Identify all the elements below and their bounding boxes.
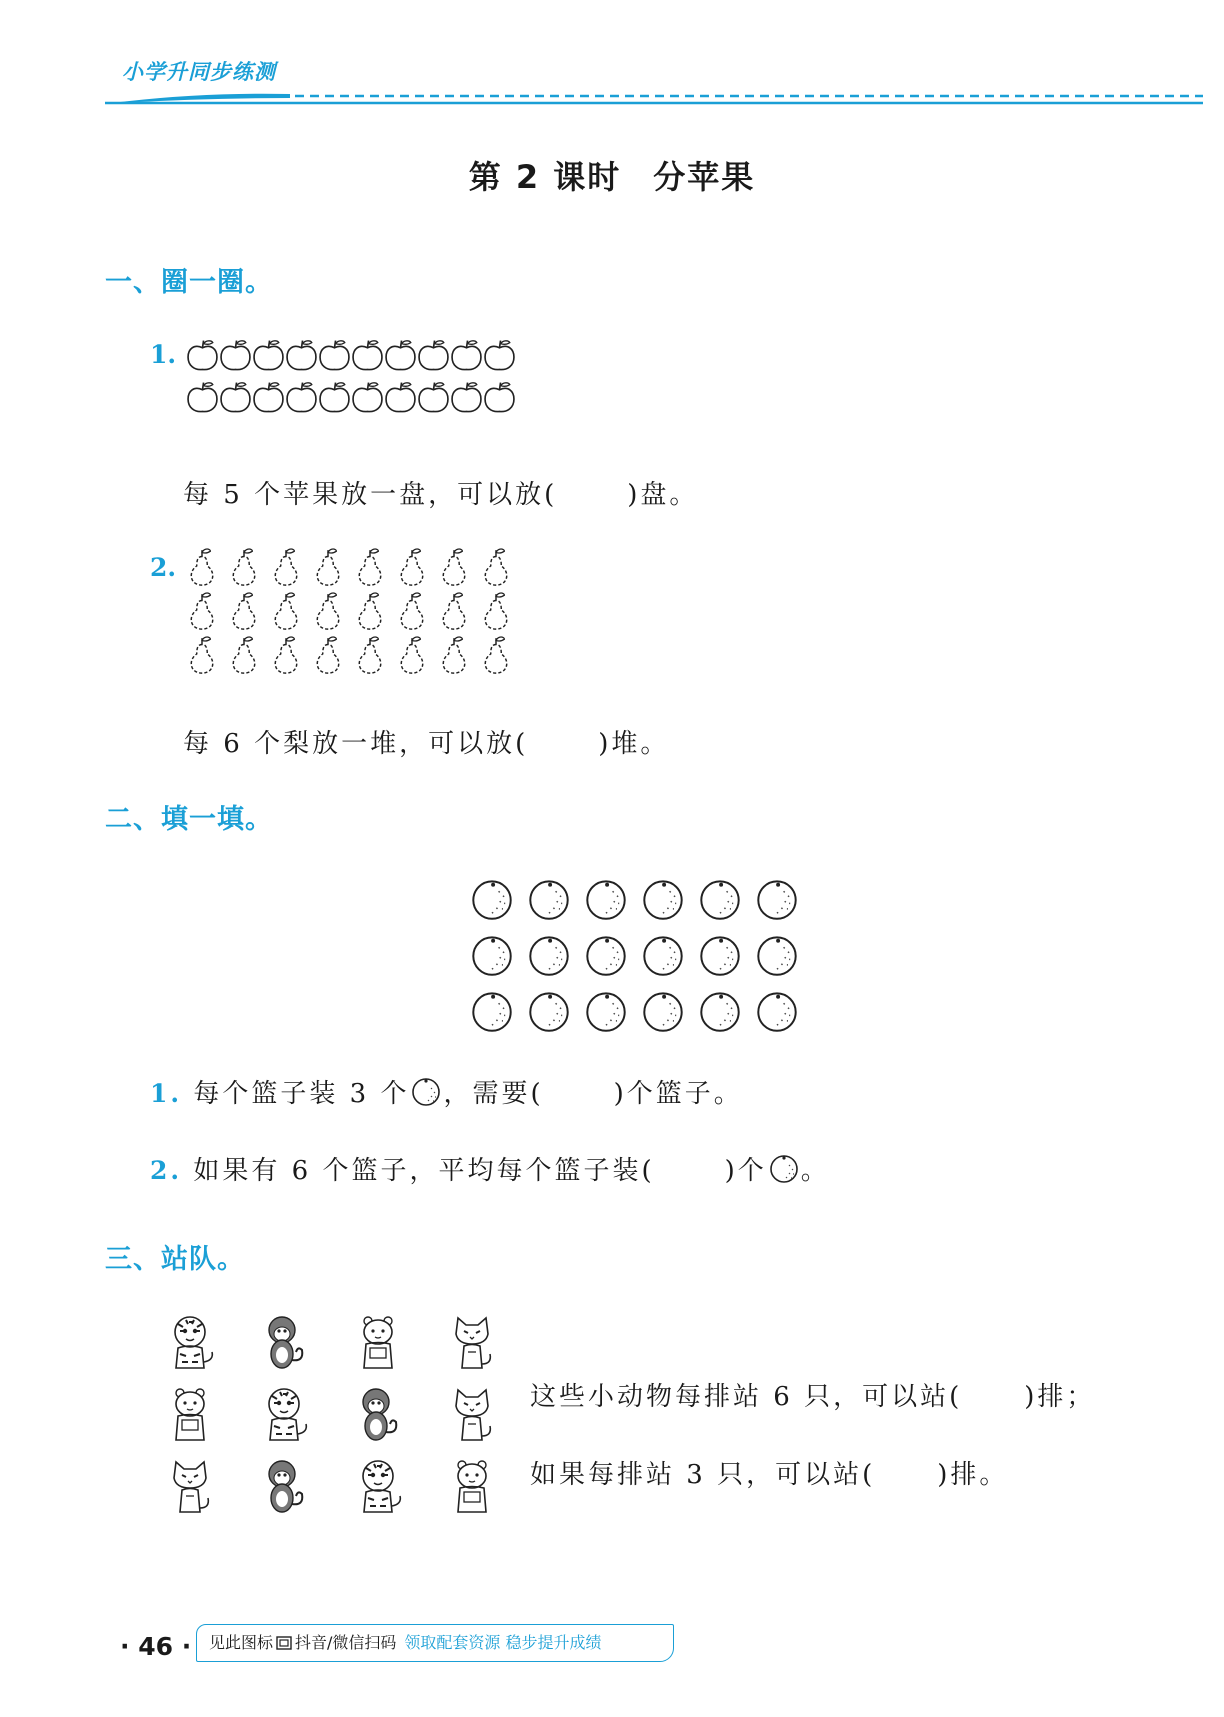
pear-icon bbox=[393, 635, 431, 675]
tiger-icon bbox=[160, 1314, 220, 1372]
orange-icon bbox=[755, 989, 799, 1033]
pear-icon bbox=[267, 635, 305, 675]
lesson-name: 分苹果 bbox=[653, 158, 756, 196]
pear-icon bbox=[435, 547, 473, 587]
footer-text-2: 抖音/微信扫码 bbox=[295, 1633, 397, 1652]
cat-icon bbox=[160, 1458, 220, 1516]
q2-text bbox=[183, 723, 669, 760]
pear-icon bbox=[183, 591, 221, 631]
pear-icon bbox=[267, 547, 305, 587]
bear-icon bbox=[348, 1314, 408, 1372]
fill-q1-after: )个篮子。 bbox=[613, 1079, 743, 1109]
lesson-number: 第 2 课时 bbox=[468, 158, 622, 196]
queue-line-2-after: )排。 bbox=[937, 1460, 1009, 1490]
fill-q2 bbox=[150, 1150, 830, 1187]
brand-title: 小学升同步练测 bbox=[122, 60, 276, 84]
queue-line-2 bbox=[530, 1454, 1008, 1491]
footer-text-3: 领取配套资源 稳步提升成绩 bbox=[404, 1633, 602, 1652]
apple-icon bbox=[351, 337, 384, 373]
orange-icon bbox=[641, 989, 685, 1033]
animal-grid bbox=[160, 1314, 536, 1516]
monkey-icon bbox=[254, 1314, 314, 1372]
header-divider bbox=[105, 92, 1203, 106]
pear-icon bbox=[225, 635, 263, 675]
cat-icon bbox=[442, 1386, 502, 1444]
apple-icon bbox=[318, 379, 351, 415]
pear-icon bbox=[183, 635, 221, 675]
apple-icon bbox=[252, 379, 285, 415]
cat-icon bbox=[442, 1314, 502, 1372]
apple-icon bbox=[417, 379, 450, 415]
orange-icon bbox=[584, 989, 628, 1033]
pear-icon bbox=[477, 547, 515, 587]
apple-icon bbox=[186, 379, 219, 415]
apple-icon bbox=[417, 337, 450, 373]
pear-icon bbox=[351, 547, 389, 587]
orange-icon bbox=[470, 877, 514, 921]
orange-icon bbox=[641, 933, 685, 977]
footer-banner[interactable] bbox=[196, 1624, 674, 1662]
bear-icon bbox=[442, 1458, 502, 1516]
orange-icon bbox=[527, 933, 571, 977]
fill-q1-middle: ，需要( bbox=[443, 1079, 544, 1109]
fill-q1-number: 1. bbox=[150, 1079, 183, 1108]
apple-icon bbox=[318, 337, 351, 373]
pear-grid bbox=[183, 547, 519, 675]
orange-icon bbox=[470, 989, 514, 1033]
q1-text-after: )盘。 bbox=[627, 480, 699, 510]
queue-line-1-after: )排； bbox=[1024, 1382, 1096, 1412]
orange-grid bbox=[470, 877, 812, 1033]
queue-line-1 bbox=[530, 1376, 1095, 1413]
monkey-icon bbox=[348, 1386, 408, 1444]
pear-icon bbox=[435, 635, 473, 675]
apple-icon bbox=[219, 337, 252, 373]
orange-icon bbox=[527, 989, 571, 1033]
page-number: · 46 · bbox=[120, 1632, 192, 1661]
fill-q2-number: 2. bbox=[150, 1156, 183, 1185]
apple-icon bbox=[450, 379, 483, 415]
orange-icon bbox=[698, 877, 742, 921]
pear-icon bbox=[477, 635, 515, 675]
q2-text-after: )堆。 bbox=[598, 729, 670, 759]
orange-icon bbox=[641, 877, 685, 921]
pear-icon bbox=[309, 591, 347, 631]
orange-icon bbox=[409, 1076, 443, 1106]
pear-icon bbox=[309, 635, 347, 675]
apple-icon bbox=[384, 379, 417, 415]
pear-icon bbox=[351, 635, 389, 675]
apple-grid bbox=[186, 337, 516, 415]
orange-icon bbox=[584, 877, 628, 921]
fill-q1-before: 每个篮子装 3 个 bbox=[193, 1079, 410, 1109]
apple-icon bbox=[219, 379, 252, 415]
pear-icon bbox=[351, 591, 389, 631]
pear-icon bbox=[435, 591, 473, 631]
pear-icon bbox=[267, 591, 305, 631]
pear-icon bbox=[309, 547, 347, 587]
pear-icon bbox=[393, 591, 431, 631]
orange-icon bbox=[584, 933, 628, 977]
orange-icon bbox=[698, 989, 742, 1033]
pear-icon bbox=[225, 591, 263, 631]
fill-q1 bbox=[150, 1073, 743, 1110]
q1-number: 1. bbox=[150, 340, 177, 369]
scan-icon bbox=[276, 1636, 292, 1650]
orange-icon bbox=[527, 877, 571, 921]
orange-icon bbox=[755, 933, 799, 977]
fill-q2-after: )个 bbox=[724, 1156, 767, 1186]
apple-icon bbox=[483, 379, 516, 415]
fill-q2-end: 。 bbox=[800, 1156, 830, 1186]
q1-text-before: 每 5 个苹果放一盘，可以放( bbox=[183, 480, 558, 510]
orange-icon bbox=[767, 1153, 801, 1183]
footer-text-1: 见此图标 bbox=[209, 1633, 274, 1652]
q1-text bbox=[183, 474, 698, 511]
apple-icon bbox=[351, 379, 384, 415]
apple-icon bbox=[186, 337, 219, 373]
pear-icon bbox=[183, 547, 221, 587]
q2-number: 2. bbox=[150, 553, 177, 582]
apple-icon bbox=[285, 337, 318, 373]
queue-line-1-before: 这些小动物每排站 6 只，可以站( bbox=[530, 1382, 963, 1412]
orange-icon bbox=[698, 933, 742, 977]
pear-icon bbox=[477, 591, 515, 631]
tiger-icon bbox=[348, 1458, 408, 1516]
apple-icon bbox=[285, 379, 318, 415]
queue-line-2-before: 如果每排站 3 只，可以站( bbox=[530, 1460, 876, 1490]
q2-text-before: 每 6 个梨放一堆，可以放( bbox=[183, 729, 529, 759]
monkey-icon bbox=[254, 1458, 314, 1516]
orange-icon bbox=[470, 933, 514, 977]
section-3-heading: 三、站队。 bbox=[105, 1244, 245, 1275]
apple-icon bbox=[483, 337, 516, 373]
page-title bbox=[0, 152, 1224, 198]
fill-q2-before: 如果有 6 个篮子，平均每个篮子装( bbox=[193, 1156, 655, 1186]
apple-icon bbox=[450, 337, 483, 373]
tiger-icon bbox=[254, 1386, 314, 1444]
apple-icon bbox=[252, 337, 285, 373]
section-1-heading: 一、圈一圈。 bbox=[105, 267, 273, 298]
pear-icon bbox=[393, 547, 431, 587]
orange-icon bbox=[755, 877, 799, 921]
bear-icon bbox=[160, 1386, 220, 1444]
section-2-heading: 二、填一填。 bbox=[105, 804, 273, 835]
pear-icon bbox=[225, 547, 263, 587]
apple-icon bbox=[384, 337, 417, 373]
